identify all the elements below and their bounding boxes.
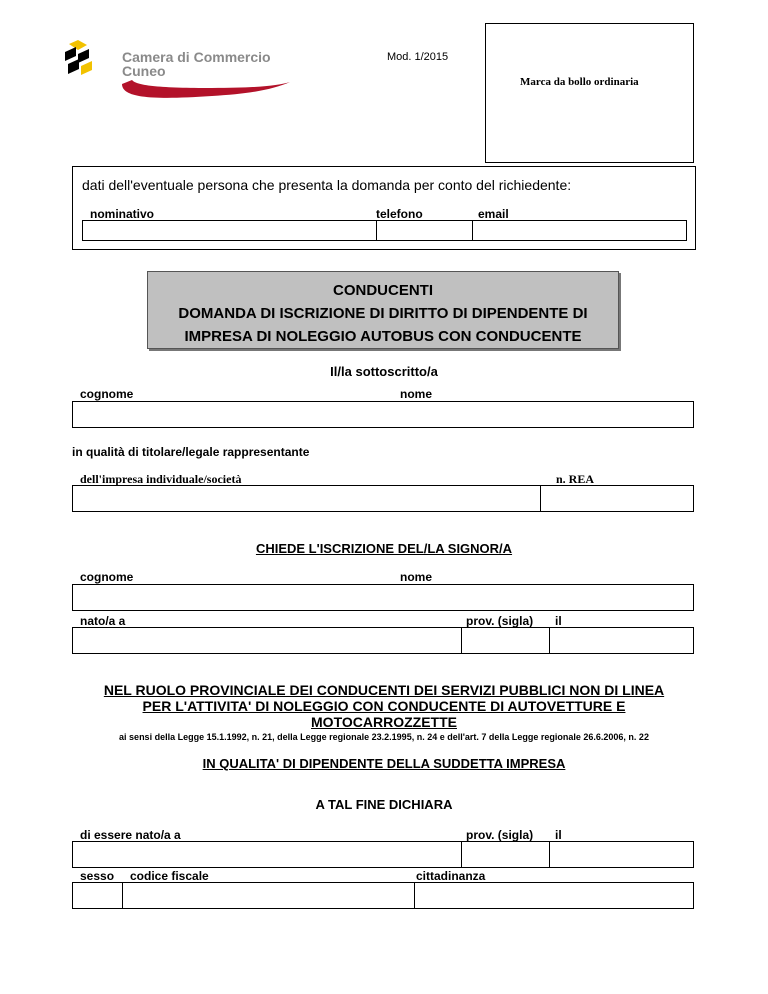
form-title-line-3: IMPRESA DI NOLEGGIO AUTOBUS CON CONDUCENTE <box>184 328 582 345</box>
cittadinanza-field[interactable] <box>415 883 693 908</box>
form-title-line-1: CONDUCENTI <box>333 282 433 299</box>
rea-field[interactable] <box>541 486 693 511</box>
logo-line-1: Camera di Commercio <box>122 49 271 65</box>
dich-date-field[interactable] <box>550 842 693 867</box>
logo <box>62 40 292 102</box>
driver-birthplace-field[interactable] <box>73 628 461 653</box>
ruolo-line-2: PER L'ATTIVITA' DI NOLEGGIO CON CONDUCENTE DI AUTOVETTURE E <box>142 698 626 714</box>
driver-il-label: il <box>555 614 562 628</box>
logo-line-2: Cuneo <box>122 63 166 79</box>
dich-il-label: il <box>555 828 562 842</box>
driver-name-field[interactable] <box>72 584 694 611</box>
driver-birth-row <box>72 627 694 654</box>
delegate-section <box>72 166 696 250</box>
ruolo-line-1: NEL RUOLO PROVINCIALE DEI CONDUCENTI DEI SERVIZI PUBBLICI NON DI LINEA <box>103 682 665 698</box>
form-code: Mod. 1/2015 <box>387 51 449 63</box>
delegate-fields-row <box>82 220 687 241</box>
cf-label: codice fiscale <box>130 869 209 883</box>
driver-nato-label: nato/a a <box>80 614 126 628</box>
cittadinanza-label: cittadinanza <box>416 869 486 883</box>
impresa-label: dell'impresa individuale/società <box>80 472 242 486</box>
driver-prov-field[interactable] <box>462 628 548 653</box>
telefono-field[interactable] <box>377 221 471 240</box>
dichiara-heading: A TAL FINE DICHIARA <box>315 797 453 812</box>
driver-nome-label: nome <box>400 570 433 584</box>
driver-cognome-label: cognome <box>80 570 134 584</box>
impresa-fields-row <box>72 485 694 512</box>
dich-nato-label: di essere nato/a a <box>80 828 181 842</box>
revenue-stamp-label: Marca da bollo ordinaria <box>520 76 639 88</box>
nominativo-label: nominativo <box>90 207 155 221</box>
email-label: email <box>478 207 509 221</box>
driver-prov-label: prov. (sigla) <box>466 614 534 628</box>
dich-birth-row <box>72 841 694 868</box>
sesso-field[interactable] <box>73 883 122 908</box>
dich-id-row <box>72 882 694 909</box>
delegate-intro: dati dell'eventuale persona che presenta la domanda per conto del richiedente: <box>82 177 572 193</box>
law-reference: ai sensi della Legge 15.1.1992, n. 21, della Legge regionale 23.2.1995, n. 24 e dell'art. 7 della Legge regionale 26.6.2006, n. 22 <box>119 732 649 742</box>
sesso-label: sesso <box>80 869 115 883</box>
applicant-name-field[interactable] <box>72 401 694 428</box>
rea-label: n. REA <box>556 472 595 486</box>
driver-date-field[interactable] <box>550 628 693 653</box>
codice-fiscale-field[interactable] <box>123 883 413 908</box>
email-field[interactable] <box>473 221 686 240</box>
nominativo-field[interactable] <box>83 221 376 240</box>
dich-birthplace-field[interactable] <box>73 842 461 867</box>
qualita-dipendente-heading: IN QUALITA' DI DIPENDENTE DELLA SUDDETTA IMPRESA <box>202 756 566 771</box>
applicant-cognome-label: cognome <box>80 387 134 401</box>
chiede-heading: CHIEDE L'ISCRIZIONE DEL/LA SIGNOR/A <box>255 541 513 556</box>
form-title-line-2: DOMANDA DI ISCRIZIONE DI DIRITTO DI DIPENDENTE DI <box>178 305 588 322</box>
telefono-label: telefono <box>376 207 423 221</box>
qualita-label: in qualità di titolare/legale rappresentante <box>72 445 310 459</box>
dich-prov-label: prov. (sigla) <box>466 828 534 842</box>
impresa-field[interactable] <box>73 486 540 511</box>
applicant-nome-label: nome <box>400 387 433 401</box>
revenue-stamp-box <box>485 23 694 163</box>
ruolo-line-3: MOTOCARROZZETTE <box>311 714 457 730</box>
dich-prov-field[interactable] <box>462 842 548 867</box>
sottoscritto-heading: Il/la sottoscritto/a <box>330 364 438 379</box>
form-title-box <box>147 271 619 349</box>
